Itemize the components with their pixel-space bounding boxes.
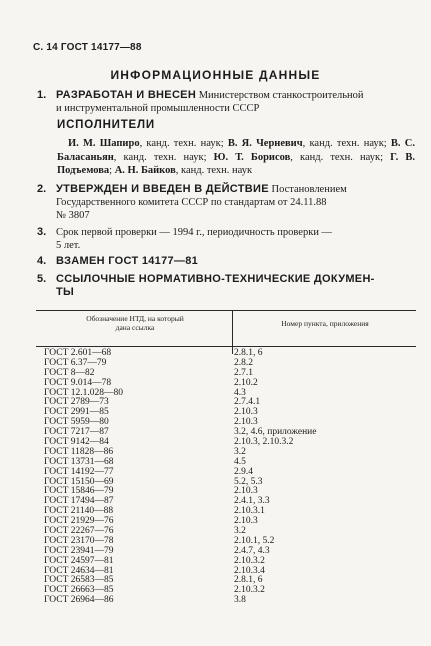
table-cell-designation: ГОСТ 23941—79 — [44, 545, 114, 556]
table-cell-designation: ГОСТ 9.014—78 — [44, 377, 112, 388]
table-cell-designation: ГОСТ 24634—81 — [44, 565, 114, 576]
table-cell-clause: 2.7.1 — [234, 367, 253, 378]
table-cell-designation: ГОСТ 5959—80 — [44, 417, 109, 428]
table-cell-clause: 2.10.3 — [234, 516, 258, 527]
table-cell-clause: 4.5 — [234, 456, 246, 467]
table-cell-clause: 2.10.3 — [234, 407, 258, 418]
table-cell-clause: 3.2 — [234, 446, 246, 457]
table-cell-designation: ГОСТ 24597—81 — [44, 555, 114, 566]
table-header-clause: Номер пункта, приложения — [281, 319, 369, 328]
table-cell-designation: ГОСТ 14192—77 — [44, 466, 114, 477]
item-1 — [38, 89, 416, 115]
executor-name: А. Н. Байков — [114, 165, 176, 177]
executor-name: И. М. Шапиро — [68, 138, 140, 149]
item-2-text-2: Государственного комитета СССР по стандартам от 24.11.88 — [56, 197, 327, 208]
item-4-number: 4. — [37, 255, 47, 267]
executor-title: ; — [109, 165, 115, 177]
table-cell-clause: 2.10.3.4 — [234, 565, 265, 576]
table-cell-designation: ГОСТ 8—82 — [44, 367, 95, 378]
item-3-text-2: 5 лет. — [56, 240, 81, 251]
table-cell-designation: ГОСТ 15150—69 — [44, 476, 114, 487]
table-column-divider — [232, 310, 233, 354]
executor-title: , канд. техн. наук; — [290, 151, 391, 163]
item-5-number: 5. — [37, 273, 47, 285]
table-cell-clause: 2.10.1, 5.2 — [234, 535, 275, 546]
table-cell-clause: 2.10.3.2 — [234, 555, 265, 566]
table-cell-clause: 2.10.2 — [234, 377, 258, 388]
table-cell-designation: ГОСТ 23170—78 — [44, 535, 114, 546]
table-cell-designation: ГОСТ 2991—85 — [44, 407, 109, 418]
item-4-text: ВЗАМЕН ГОСТ 14177—81 — [56, 255, 199, 267]
item-2 — [38, 183, 416, 222]
item-2-text-3: № 3807 — [56, 210, 90, 221]
executors-title: ИСПОЛНИТЕЛИ — [57, 119, 155, 131]
item-5-heading: ССЫЛОЧНЫЕ НОРМАТИВНО-ТЕХНИЧЕСКИЕ ДОКУМЕН- — [56, 273, 375, 285]
executor-title: , канд. техн. наук; — [302, 138, 391, 149]
table-cell-clause: 2.4.7, 4.3 — [234, 545, 270, 556]
executor-title: , канд. техн. наук; — [139, 138, 228, 149]
table-cell-designation: ГОСТ 26663—85 — [44, 585, 114, 596]
table-cell-clause: 2.10.3 — [234, 486, 258, 497]
table-cell-clause: 2.9.4 — [234, 466, 253, 477]
executor-name: В. С. Баласаньян — [57, 138, 415, 163]
table-cell-clause: 2.10.3 — [234, 417, 258, 428]
table-row — [36, 596, 416, 606]
executor-name: В. Я. Черневич — [227, 138, 303, 149]
table-cell-designation: ГОСТ 21929—76 — [44, 516, 114, 527]
table-cell-designation: ГОСТ 13731—68 — [44, 456, 114, 467]
table-cell-clause: 5.2, 5.3 — [234, 476, 263, 487]
table-cell-clause: 2.10.3, 2.10.3.2 — [234, 437, 294, 448]
table-cell-clause: 2.10.3.1 — [234, 506, 265, 517]
executor-name: Ю. Т. Борисов — [213, 151, 291, 163]
item-3-text: Срок первой проверки — 1994 г., периодичность проверки — — [56, 227, 333, 238]
table-cell-designation: ГОСТ 9142—84 — [44, 437, 109, 448]
table-cell-designation: ГОСТ 26964—86 — [44, 595, 114, 606]
table-cell-designation: ГОСТ 17494—87 — [44, 496, 114, 507]
table-body — [36, 349, 416, 606]
table-cell-designation: ГОСТ 12.1.028—80 — [44, 387, 123, 398]
item-2-heading: УТВЕРЖДЕН И ВВЕДЕН В ДЕЙСТВИЕ — [56, 183, 269, 195]
table-cell-clause: 3.2 — [234, 526, 246, 537]
table-cell-clause: 3.8 — [234, 595, 246, 606]
executor-name: Г. В. Подъемова — [57, 151, 416, 177]
table-header-rule — [36, 346, 416, 347]
table-cell-designation: ГОСТ 7217—87 — [44, 427, 109, 438]
item-5-heading-2: ТЫ — [56, 286, 75, 298]
table-cell-designation: ГОСТ 22267—76 — [44, 526, 114, 537]
item-1-text: Министерством станкостроительной — [196, 90, 364, 101]
item-2-number: 2. — [37, 183, 47, 195]
page-header: С. 14 ГОСТ 14177—88 — [33, 42, 142, 53]
table-cell-designation: ГОСТ 2789—73 — [44, 397, 109, 408]
table-header-designation: Обозначение НТД, на который дана ссылка — [86, 314, 184, 332]
table-cell-clause: 2.7.4.1 — [234, 397, 261, 408]
table-cell-clause: 2.8.2 — [234, 357, 253, 368]
section-title: ИНФОРМАЦИОННЫЕ ДАННЫЕ — [110, 68, 321, 82]
table-cell-designation: ГОСТ 6.37—79 — [44, 357, 107, 368]
table-cell-clause: 4.3 — [234, 387, 246, 398]
table-cell-clause: 3.2, 4.6, приложение — [234, 427, 317, 438]
item-3 — [38, 226, 416, 252]
item-1-text-2: и инструментальной промышленности СССР — [56, 103, 260, 114]
table-cell-designation: ГОСТ 26583—85 — [44, 575, 114, 586]
item-3-number: 3. — [37, 226, 47, 238]
table-top-rule — [36, 310, 416, 311]
item-5 — [38, 273, 416, 299]
table-cell-clause: 2.10.3.2 — [234, 585, 265, 596]
table-cell-designation: ГОСТ 2.601—68 — [44, 348, 112, 358]
item-1-number: 1. — [37, 89, 47, 101]
table-cell-designation: ГОСТ 15846—79 — [44, 486, 114, 497]
table-cell-designation: ГОСТ 11828—86 — [44, 446, 114, 457]
executor-title: , канд. техн. наук; — [113, 151, 214, 163]
item-1-heading: РАЗРАБОТАН И ВНЕСЕН — [56, 89, 197, 101]
executor-title: , канд. техн. наук — [175, 165, 253, 177]
item-4 — [38, 255, 416, 268]
table-cell-clause: 2.8.1, 6 — [234, 575, 263, 586]
table-cell-clause: 2.8.1, 6 — [234, 348, 263, 358]
executors-list — [57, 137, 415, 178]
item-2-text: Постановлением — [268, 184, 347, 195]
table-cell-clause: 2.4.1, 3.3 — [234, 496, 270, 507]
table-cell-designation: ГОСТ 21140—88 — [44, 506, 114, 517]
